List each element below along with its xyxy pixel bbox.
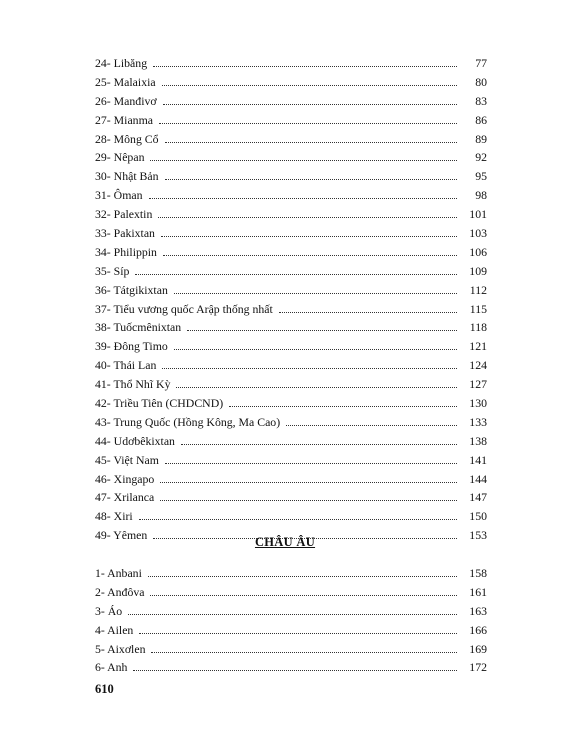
dot-leader [159, 123, 457, 124]
toc-entry [95, 621, 487, 640]
toc-entry-page: 121 [469, 339, 487, 354]
toc-entry [95, 243, 487, 262]
toc-entry-page: 147 [469, 490, 487, 505]
toc-entry-page: 118 [469, 320, 487, 335]
dot-leader [163, 255, 457, 256]
dot-leader [148, 576, 457, 577]
dot-leader [176, 387, 457, 388]
toc-entry-label: 34- Philippin [95, 244, 157, 259]
toc-entry [95, 451, 487, 470]
toc-entry [95, 583, 487, 602]
dot-leader [174, 293, 457, 294]
toc-entry-page: 169 [469, 641, 487, 656]
toc-entry-page: 92 [475, 150, 487, 165]
toc-entry-label: 38- Tuốcmênixtan [95, 320, 182, 335]
toc-entry-label: 47- Xrilanca [95, 490, 155, 505]
dot-leader [165, 179, 457, 180]
toc-list-asia [95, 54, 487, 545]
dot-leader [139, 519, 457, 520]
toc-entry-label: 41- Thổ Nhĩ Kỳ [95, 377, 171, 392]
toc-entry [95, 470, 487, 489]
toc-entry-label: 32- Palextin [95, 207, 153, 222]
toc-entry-label: 30- Nhật Bản [95, 169, 159, 184]
toc-entry [95, 73, 487, 92]
toc-entry-page: 98 [475, 188, 487, 203]
toc-entry-page: 163 [469, 603, 487, 618]
toc-entry-page: 83 [475, 93, 487, 108]
dot-leader [187, 330, 457, 331]
toc-entry-label: 48- Xiri [95, 509, 133, 524]
toc-entry-page: 109 [469, 263, 487, 278]
toc-entry [95, 130, 487, 149]
toc-entry-label: 43- Trung Quốc (Hồng Kông, Ma Cao) [95, 414, 281, 429]
toc-entry [95, 205, 487, 224]
toc-entry-label: 45- Việt Nam [95, 452, 159, 467]
dot-leader [279, 312, 457, 313]
toc-entry-label: 49- Yêmen [95, 528, 148, 543]
dot-leader [161, 236, 457, 237]
toc-entry [95, 488, 487, 507]
toc-entry-page: 106 [469, 244, 487, 259]
dot-leader [286, 425, 457, 426]
dot-leader [151, 652, 457, 653]
toc-entry-page: 130 [469, 396, 487, 411]
toc-entry-label: 33- Pakixtan [95, 226, 155, 241]
toc-entry [95, 356, 487, 375]
section-title-europe: CHÂU ÂU [254, 535, 316, 549]
toc-entry [95, 375, 487, 394]
toc-entry [95, 602, 487, 621]
dot-leader [139, 633, 457, 634]
toc-entry [95, 318, 487, 337]
toc-entry-page: 80 [475, 74, 487, 89]
dot-leader [165, 142, 457, 143]
toc-entry-page: 133 [469, 414, 487, 429]
toc-entry-page: 77 [475, 56, 487, 70]
toc-entry-label: 1- Anbani [95, 566, 142, 580]
toc-entry-page: 124 [469, 358, 487, 373]
toc-entry-label: 44- Udơbêkixtan [95, 433, 175, 448]
toc-entry [95, 394, 487, 413]
toc-entry [95, 281, 487, 300]
toc-entry-label: 25- Malaixia [95, 74, 156, 89]
toc-entry-page: 141 [469, 452, 487, 467]
toc-entry-label: 4- Ailen [95, 622, 134, 637]
toc-entry-label: 5- Aixơlen [95, 641, 146, 656]
dot-leader [150, 595, 457, 596]
toc-entry-page: 161 [469, 584, 487, 599]
toc-entry-label: 37- Tiểu vương quốc Arập thống nhất [95, 301, 273, 316]
toc-entry-label: 28- Mông Cổ [95, 131, 159, 146]
toc-entry-label: 2- Anđôva [95, 584, 145, 599]
toc-entry-label: 46- Xingapo [95, 471, 155, 486]
toc-entry [95, 432, 487, 451]
toc-entry-page: 89 [475, 131, 487, 146]
dot-leader [162, 85, 457, 86]
toc-entry [95, 640, 487, 659]
toc-entry-page: 144 [469, 471, 487, 486]
dot-leader [165, 463, 457, 464]
toc-entry-page: 127 [469, 377, 487, 392]
dot-leader [181, 444, 457, 445]
toc-entry-label: 26- Manđivơ [95, 93, 157, 108]
dot-leader [150, 160, 457, 161]
toc-entry-label: 36- Tátgikixtan [95, 282, 168, 297]
dot-leader [163, 104, 457, 105]
toc-entry [95, 300, 487, 319]
toc-entry [95, 658, 487, 677]
toc-entry-label: 40- Thái Lan [95, 358, 157, 373]
toc-entry-page: 150 [469, 509, 487, 524]
toc-entry [95, 148, 487, 167]
dot-leader [128, 614, 457, 615]
toc-entry [95, 507, 487, 526]
toc-entry [95, 262, 487, 281]
toc-entry-label: 42- Triều Tiên (CHDCND) [95, 396, 224, 411]
toc-entry-page: 95 [475, 169, 487, 184]
dot-leader [135, 274, 457, 275]
toc-entry-label: 39- Đông Timo [95, 339, 168, 354]
toc-entry [95, 54, 487, 73]
dot-leader [153, 66, 457, 67]
toc-entry [95, 111, 487, 130]
toc-entry-page: 153 [469, 528, 487, 543]
dot-leader [149, 198, 457, 199]
toc-entry [95, 224, 487, 243]
toc-entry-label: 24- Libăng [95, 56, 148, 70]
dot-leader [158, 217, 457, 218]
toc-entry [95, 167, 487, 186]
toc-list-europe [95, 564, 487, 677]
toc-entry-page: 115 [469, 301, 487, 316]
toc-entry-label: 6- Anh [95, 660, 128, 675]
toc-entry-page: 172 [469, 660, 487, 675]
toc-entry-page: 158 [469, 566, 487, 580]
dot-leader [162, 368, 457, 369]
toc-entry-label: 29- Nêpan [95, 150, 145, 165]
toc-entry-label: 3- Áo [95, 603, 123, 618]
page-number: 610 [95, 682, 114, 696]
toc-entry-label: 35- Síp [95, 263, 130, 278]
toc-entry [95, 337, 487, 356]
toc-entry-page: 112 [469, 282, 487, 297]
toc-entry-label: 27- Mianma [95, 112, 153, 127]
toc-entry-page: 138 [469, 433, 487, 448]
dot-leader [160, 500, 457, 501]
toc-entry [95, 564, 487, 583]
dot-leader [133, 670, 457, 671]
toc-entry-page: 166 [469, 622, 487, 637]
toc-entry [95, 413, 487, 432]
toc-entry-label: 31- Ôman [95, 188, 143, 203]
dot-leader [160, 482, 457, 483]
toc-entry-page: 86 [475, 112, 487, 127]
toc-entry [95, 186, 487, 205]
dot-leader [229, 406, 457, 407]
toc-entry [95, 92, 487, 111]
toc-entry-page: 103 [469, 226, 487, 241]
dot-leader [174, 349, 457, 350]
toc-entry-page: 101 [469, 207, 487, 222]
